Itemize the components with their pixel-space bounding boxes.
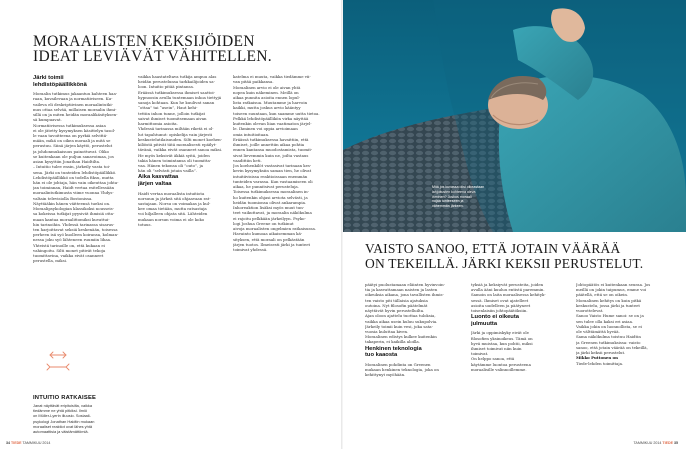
text-line: vuosia kuluttaa kiven. [365,329,409,335]
caption-line: Mitä jos kuvassa olisi oikeastaan [432,185,485,189]
text-line: jan toiminnan, Haidt vertaa esitellessään [33,185,115,191]
text-line: tyksiä ja keksiyvät perusteita, joiden [471,282,544,287]
text-line: “ottaa” tai “usein”, Haut kehi- [138,105,198,111]
issue-date: TAMMIKUU 2014 [633,441,662,445]
paragraph [365,313,453,344]
text-line: Moraalipsykologian klassikoksi nousseis- [33,206,114,212]
headline-line-2: IDEAT LEVIÄVÄT VÄHITELLEN. [33,48,272,65]
text-line: Janat näyttävät eripituisilta, vaikka [33,403,93,408]
text-line: Eräässä tutkimuksessa ihmiset saattoi- [138,89,215,95]
text-line: hän ei ole johtaja, hän vain oikeuttaa johta- [33,180,119,186]
section-name: TIEDE [662,441,673,445]
paragraph [576,282,666,313]
text-line: takia hänen toimintansa oli tuomitta- [138,157,212,163]
text-line: Moraalin tutkimus jakaantuu kahteen haa- [33,91,118,97]
text-line: Jos koehenkilöt vastasivat tarinaan kes- [233,163,312,169]
paragraph [576,313,666,334]
text-line: Sama näkökulma toistuu Haidtin [576,334,641,340]
text-line: saivat ihmiset tuomitsemaan aivan [138,115,207,121]
text-line: Moraalinen edistys kulkee kuitenkin [365,334,437,340]
text-line: outoina. Nyt filosofin päätelmät [365,302,428,308]
paragraph [576,334,666,355]
text-line: moraaliset reaktiot ovat lähes yhtä [33,423,93,429]
text-line: Moraalinen kehitys on kuin pitkä [576,297,642,303]
paragraph [33,164,123,200]
pull-quote [365,242,677,271]
text-line: tunteiden varassa. Kun vastaamiseen oli [233,178,313,184]
paragraph [471,330,559,372]
text-line: Eräässä tutkimuksessa havaittiin, että [233,137,309,142]
text-line: On helppo sanoa, että [471,356,515,362]
text-line: se kuitenkaan ole puljun sanavoimaa, jos [33,153,114,159]
text-line: Järkeily toimii kuin vesi, joka sata- [365,323,433,329]
paragraph [138,153,228,174]
text-line: mus ottaa selvää, millaisen moraalin ihmi- [33,106,117,112]
subheading-aika-kasvattaa [138,174,228,187]
woman-illustration-photo [343,0,686,232]
text-line: lista ratkaisua. Muutamme ja harvoin [233,100,308,106]
text-line: sä kumpuavat. [33,117,62,123]
text-line: ihmiset toimivat niin kuin [471,346,522,352]
headline-line-1: MORAALISTEN KEKSIJÖIDEN [33,33,255,50]
text-line: sillä on ja miten heidän moraalikäsityksen- [33,112,118,117]
caption-line: ihminen? Joskus moraali [432,194,472,199]
subheading-line: Luonto ei oikeuta [471,314,519,321]
paragraph [233,231,323,252]
text-line: järjen tuotos. Ilmeisesti järki ja tunteet [233,241,311,247]
folio-right [634,441,679,445]
text-line: logi Joshua Greene on tutkinut [233,220,294,226]
left-column-2 [138,74,228,434]
text-line: kaikki, mutta joskus arvio kääntyy [233,105,301,111]
right-page [343,0,686,449]
text-line: aivoja moraalisten ongelmien ratkaisussa. [233,226,317,232]
signature-name: Mikko Puttonen on [576,355,618,361]
text-line: hän oli ”selvästi jotain vailla”. [138,168,197,174]
caption-line: lahjoitusten kohteena oleva [432,189,476,194]
subheading-line: lehdistöpäällikkönä [33,81,87,88]
text-line: ennen kantansa muodostamista, tuomit- [233,147,313,153]
page-number: 34 [6,441,10,445]
text-line: mukaan norsun voima ei ole koko [138,216,205,222]
text-line: mukaan henkinen teknologia, joka on [365,367,439,373]
text-line: Yhdessä tarinassa miltään riketä ei ol- [138,126,214,132]
text-line: ten harjoittavat seksiä keskenään, toisessa [33,227,118,233]
text-line: hin tarinoihin. Yhdessä tarinassa sisarus- [33,221,115,227]
text-line: ole välttämättä hyvää. [576,329,620,335]
paragraph [233,189,323,205]
text-line: vuorottelevat. [576,308,604,314]
paragraph [233,205,323,231]
subheading-line: Aika kasvattaa [138,174,179,181]
paragraph [365,362,453,378]
text-line: kee omaa tietään, mutta ratsastaja [138,206,207,212]
paragraph [33,123,123,165]
text-line: heidän perustelunsa tarkkailijoiden sa- [138,79,215,85]
text-line: keskustelutilaisuuden. Silti monet koehen- [138,136,222,142]
paragraph [138,126,228,152]
text-line: He myös keksivät äkkiä syitä, joiden [138,152,210,158]
text-line: asian kysyttiin Jonathan Haidtilta. [33,159,101,165]
text-line: lut tapahtunut: opiskelija vain järjesti [138,131,213,137]
text-line: valtain televisiolla Bostonissa. [33,195,93,201]
paragraph [138,90,228,126]
text-line: sanoja kohtaan. Kun he kuulivat sanan [138,100,215,106]
subheading-line: Henkinen teknologia [365,345,422,352]
left-column-1 [33,74,123,434]
text-line: vaikka aikaa usein kuluu sukupolvia. [365,318,438,324]
text-line: tia ja kasvattamaan naisten ja lasten [365,287,438,293]
text-line: totuus. [138,221,152,227]
text-line: Havainto kumoaa aikaisemman kä- [233,231,303,237]
text-line: Näyttääkin hänen väitteensä tueksi on. [33,201,111,207]
text-line: Moraalinen pohdinta on Greenen [365,361,431,367]
text-line: kuitenkin olevan liian vaatimaton järjel- [233,121,312,127]
subheading-line: julmuutta [471,320,498,327]
paragraph [233,116,323,137]
text-line: Normatiivisessa tutkimuksessa asiaa [33,122,106,128]
text-line: Johtopäätös ei kuitenkaan seuraa. Jos [576,282,651,287]
text-line: Samoin on laita moraalisessa kehityk- [471,292,546,298]
text-line: toimivat yhdessä. [233,247,268,253]
paragraph [33,201,123,243]
text-line: hypnoosin avulla tuntemaan inhoa tiettyjä [138,95,222,100]
muller-lyer-arrows-icon [45,348,71,374]
text-line: sastajaan. Norsu on voimakas ja kul- [138,201,211,207]
text-line: le vaan tavoitteena on pyrkiä selvittä- [33,133,108,138]
paragraph [33,91,123,122]
text-line: Yhteistä tarinoille on, että kukaan ei [33,242,105,248]
text-line: heidän tuomionsa olivat ankarampia. [233,199,307,205]
text-line: teet vaikuttavat, ja moraalin näkökulma [233,210,312,216]
text-line: vaileva eli deskriptiivinen moraalintutki- [33,101,113,107]
paragraph [233,85,323,116]
text-line: kilöistä pitivät tätä moraalisesti epäilyt- [138,142,217,148]
text-line: keskustelu, jossa järki ja tunteet [576,302,640,308]
text-line: ten vaisto piti tällaisia ajatuksia [365,297,428,303]
signature-role: Tiede-lehden toimittaja. [576,360,624,366]
text-line: päätyi puolustamaan eläinten hyvinvoin- [365,282,445,287]
text-line: toisenlaisiin johtopäätöksiin. [471,308,528,314]
text-line: harmittomia asioita. [138,121,178,127]
issue-date: TAMMIKUU 2014 [22,441,51,445]
text-line: psykologi Jonathan Haidtin mukaan [33,418,95,424]
text-line: näyttävät hyvin perustelluilta. [365,308,425,314]
text-line: maan kantaa moraalittomiksi kuvattui- [33,216,110,222]
text-line: käytämme luontoa perusteena [471,361,531,367]
pull-quote-line-1: VAISTO SANOO, ETTÄ JOTAIN VÄÄRÄÄ [365,241,621,256]
tip-box [33,395,123,435]
text-line: voi hiljalleen ohjata sitä. Lähteiden [138,211,208,217]
text-line: sena. Järki on tunteiden lehdistöpäällikkö. [33,169,117,175]
paragraph [471,282,559,313]
text-line: norsuun ja järkeä sitä ohjaavaan rat- [138,195,211,201]
text-line: loon. Intuitio pitää pintansa. [138,84,195,90]
paragraph [138,74,228,90]
text-line: katelma ei muuta, vaikka tiedämme vii- [233,74,311,79]
article-headline [33,34,333,64]
right-column-2 [471,282,559,442]
photo-caption [432,185,500,209]
page-number: 35 [674,441,678,445]
right-column-3 [576,282,666,442]
text-line: Lehdistöpäällikkö on todella fiksu, mutta [33,174,114,180]
text-line: ho kuitenkin ohjasi arviota selvästi, ja [233,194,308,200]
text-line: aikaa punnita asioita ennen lopul- [233,95,300,100]
text-line: filosofien yksinoikeus. Tämä on [471,335,533,341]
paragraph [33,243,123,264]
subheading-line: Järki toimii [33,75,64,81]
text-line: ja Greenen tutkimuksissa: vaisto [576,339,641,345]
text-line: sessä. Ihmiset ovat ajatelleet [471,297,529,303]
author-signature [576,355,666,365]
paragraph [138,191,228,227]
text-line: ja johdonmukaisuus painottuvat. Oliko [33,148,109,154]
text-line: päätellä, että se on oikein. [576,292,629,298]
text-line: oikeuksia aikana, jona tavallisten ihmis- [365,292,444,298]
text-line: vaadittiin heti. [233,157,262,163]
subheading-luonto-ei-oikeuta [471,314,559,327]
folio-left [6,441,50,445]
subheading-jarki-toimii [33,75,123,88]
text-line: ihmiset, joille annettiin aikaa pohtia [233,142,305,148]
paragraph [365,282,453,313]
text-line: omia intuitioitaan. [233,131,270,137]
text-line: moraalintutkimusta viime vuonna Yhdys- [33,190,114,196]
text-line: meillä on jokin taipumus, emme voi [576,287,647,293]
text-line: Moraalinen arvio ei ole aivan yhtä [233,84,301,90]
subheading-line: järjen valtaa [138,181,172,188]
text-line: raan, kuvailevaan ja normatiiviseen. Ku- [33,96,113,102]
text-line: ei ole jätetty kysymyksen käsittelyn tasol- [33,127,116,133]
text-line: intuitiivisissa reaktioissaan enemmän [233,173,308,179]
text-line: tuomittavina, vaikka eivät osanneet [33,253,104,259]
section-name: TIEDE [11,441,22,445]
tip-title: INTUITIO RATKAISEE [33,395,97,401]
text-line: vaa. Hänen tekonsa oli ”outo”, ja [138,163,203,169]
text-line: sen tulee olla kaksi eri asiaa. [576,318,634,324]
text-line: ja järki keksii perustelut. [576,350,626,356]
right-column-1 [365,282,453,442]
subheading-line: tuo kaaosta [365,352,398,359]
text-line: perheen isä syö kuolleen koiransa, kolman- [33,232,119,238]
text-line: nessa joku syö lähteneen ruumiin lihaa. [33,237,112,243]
text-line: mään, mikä on oikea moraali ja mitä se [33,138,111,144]
paragraph [233,74,323,84]
text-line: Järki ja oppimiskyky eivät ole [471,330,529,336]
text-line: le. Ihminen voi oppia arvioimaan [233,126,298,132]
text-line: sa kokeissa tutkijat pyysivät ihmisiä otta- [33,211,115,217]
text-line: takaperin, ei kaikilla aloilla. [365,339,420,345]
text-line: sanoo, että jotain väärää on tekeillä, [576,344,648,350]
text-line: toimivat. [471,351,489,357]
text-line: perustella, miksi. [33,258,68,264]
text-line: kehittynyt myöhään. [365,372,406,378]
text-line: tettiin inhon tunne, jolloin tutkijat [138,110,206,116]
text-line: automaattisia ja väistämättömiä. [33,429,89,435]
text-line: nopea kuin näkeminen. Meillä on [233,89,299,95]
text-line: hyvä muistaa, kun pohtii, miksi [471,340,533,346]
text-line: sityksen, että moraali on pelkästään [233,236,305,242]
text-line: van pitää paikkansa. [233,79,274,85]
text-line: vaikka haastateltava tutkija ampuu alas [138,74,217,79]
tip-text [33,403,123,434]
text-line: Sanoo Vaisto Hume sanoi: se on ja [576,313,644,319]
text-line: Pelkkä lehdistöpäällikön virka näyttää [233,116,309,121]
text-line: perustuu. Siinä järjen käyttö, perustelut [33,143,113,149]
text-line: sivat lievemmin kuin ne, joilta vastaus [233,152,309,158]
text-line: kevin kysymyksiin saman tien, he olivat [233,168,312,174]
text-line: asioita uudelleen ja päätyneet [471,302,531,308]
left-column-3 [233,74,323,434]
text-line: Haidt vertaa moraalista intuitiota [138,190,205,196]
text-line: toiseen suuntaan, kun saamme uutta tietoa. [233,110,320,116]
text-line: vahingoitu. Silti monet pitivät tekoja [33,248,106,254]
text-line: tävänä, vaikka eivät osanneet sanoa miksi. [138,147,223,153]
subheading-henkinen-teknologia [365,346,453,359]
caption-line: vähemmän järkeen. [432,204,464,209]
text-line: Vaikka jokin on luonnollista, se ei [576,323,642,329]
text-line: moraalisille valinnoillemme. [471,366,527,372]
text-line: on Müller-Lyerin illuusio. Sosiaali- [33,413,91,419]
pull-quote-line-2: ON TEKEILLÄ. JÄRKI KEKSII PERUSTELUT. [365,255,644,271]
text-line: Inhoreaktion lisäksi myös muut tun- [233,205,305,211]
text-line: – Intuitio tulee ensin, järkeily vasta toi- [33,164,111,170]
text-line: aikaa, he punnitsivat perusteluja. [233,184,299,190]
paragraph [233,163,323,189]
text-line: Ajan oloon ajattelu tuottaa tuloksia, [365,313,436,319]
text-line: Toisessa tutkimuksessa moraalinen in- [233,189,309,195]
paragraph [233,137,323,163]
text-line: avulla ääni kuuluu entistä paremmin. [471,287,545,293]
caption-line: nojaa tunteeseen ja [432,199,464,204]
text-line: tiedämme ne yhtä pitkiksi. Ilmiö [33,408,88,414]
text-line: ei rajoitu pelkkään järkeilyyn. Psyko- [233,215,306,221]
